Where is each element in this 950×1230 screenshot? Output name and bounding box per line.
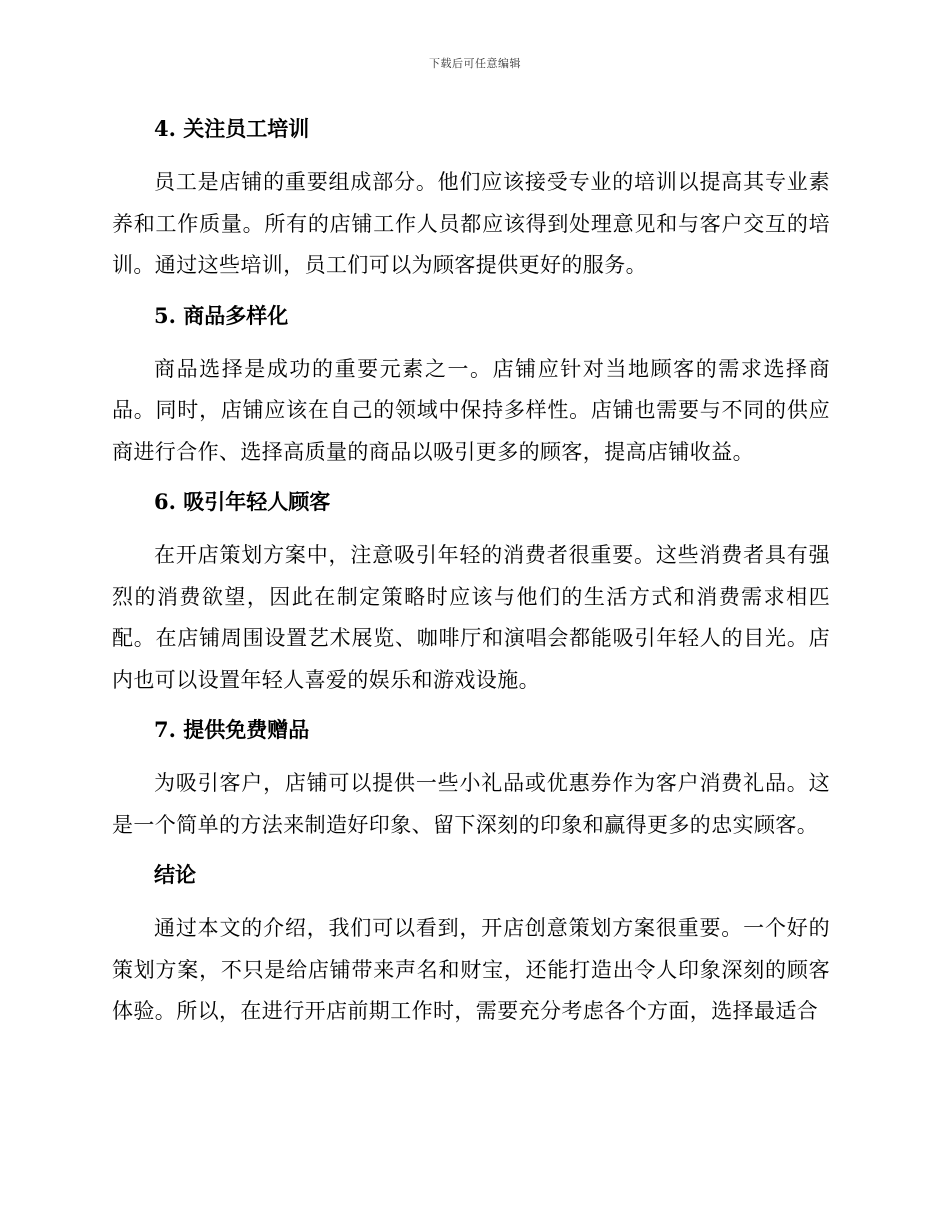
paragraph-free-gifts: 为吸引客户，店铺可以提供一些小礼品或优惠券作为客户消费礼品。这是一个简单的方法来制造好印象、留下深刻的印象和赢得更多的忠实顾客。 [112,771,830,837]
header-note: 下载后可任意编辑 [429,57,521,70]
document-body [112,110,830,1043]
paragraph-product-diversity: 商品选择是成功的重要元素之一。店铺应针对当地顾客的需求选择商品。同时，店铺应该在自己的领域中保持多样性。店铺也需要与不同的供应商进行合作、选择高质量的商品以吸引更多的顾客，提高店铺收益。 [112,356,830,464]
section-heading-young-customers: 6. 吸引年轻人顾客 [154,489,331,514]
paragraph-staff-training: 员工是店铺的重要组成部分。他们应该接受专业的培训以提高其专业素养和工作质量。所有的店铺工作人员都应该得到处理意见和与客户交互的培训。通过这些培训，员工们可以为顾客提供更好的服务。 [112,170,830,277]
paragraph-conclusion: 通过本文的介绍，我们可以看到，开店创意策划方案很重要。一个好的策划方案，不只是给店铺带来声名和财宝，还能打造出令人印象深刻的顾客体验。所以，在进行开店前期工作时，需要充分考虑各个方面，选择最适合 [112,916,830,1023]
section-heading-staff-training: 4. 关注员工培训 [154,116,310,141]
paragraph-young-customers: 在开店策划方案中，注意吸引年轻的消费者很重要。这些消费者具有强烈的消费欲望，因此在制定策略时应该与他们的生活方式和消费需求相匹配。在店铺周围设置艺术展览、咖啡厅和演唱会都能吸引年轻人的目光。店内也可以设置年轻人喜爱的娱乐和游戏设施。 [112,543,830,692]
section-heading-product-diversity: 5. 商品多样化 [154,302,289,328]
section-heading-free-gifts: 7. 提供免费赠品 [154,717,310,742]
section-heading-conclusion: 结论 [154,862,196,887]
